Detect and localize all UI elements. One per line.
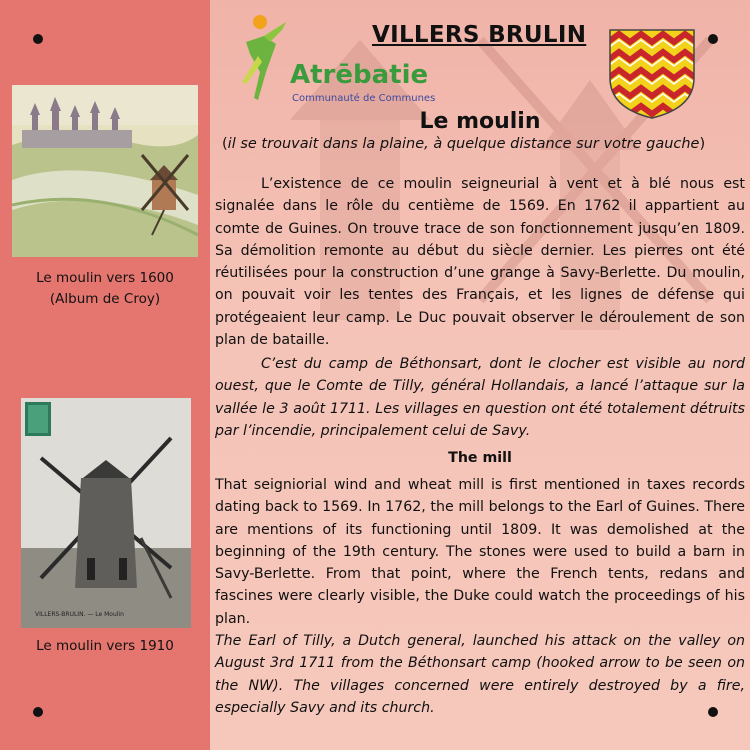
french-paragraph-2: C’est du camp de Béthonsart, dont le clocher est visible au nord ouest, que le Comte de Tilly, général Hollandais, a lancé l’attaque sur la vallée le 3 août 1711. Les villages en question ont été totalement détruits par l’incendie, principalement celui de Savy. [215, 356, 745, 439]
french-paragraph-1: L’existence de ce moulin seigneurial à vent et à blé nous est signalée dans le rôle du centième de 1569. En 1762 il appartient au comte de Guines. On trouve trace de son fonctionnement jusqu’en 1809. Sa démolition remonte au début du siècle dernier. Les pierres ont été réutilisées pour la construction d’une grange à Savy-Berlette. Du moulin, on pouvait voir les tentes des Français, et les lignes de défense qui protégeaient leur camp. Le Duc pouvait observer le déroulement de son plan de bataille. [215, 176, 745, 349]
logo-subtitle: Communauté de Communes [292, 93, 436, 104]
caption-1910: Le moulin vers 1910 [36, 638, 174, 654]
postcard-caption: VILLERS-BRULIN. — Le Moulin [35, 611, 124, 618]
logo-name: Atrēbatie [290, 60, 429, 90]
pin-dot-bottom-left [33, 707, 43, 717]
english-paragraph-1: That seigniorial wind and wheat mill is first mentioned in taxes records dating back to 1569. In 1762, the mill belongs to the Earl of Guines. There are mentions of its functioning until 1809. It was demolished at the beginning of the 19th century. The stones were used to build a barn in Savy-Berlette. From that point, where the French tents, redans and fascines were clearly visible, the Duke could watch the proceedings of his plan. [215, 477, 745, 627]
french-heading: Le moulin [419, 109, 541, 134]
pin-dot-top-right [708, 34, 718, 44]
subtitle-open-paren: ( [222, 136, 228, 152]
english-paragraph-2: The Earl of Tilly, a Dutch general, launched his attack on the valley on August 3rd 1711 from the Béthonsart camp (hooked arrow to be seen on the NW). The villages concerned were entirely destroyed by a fire, especially Savy and its church. [215, 633, 745, 716]
caption-1600 [0, 268, 210, 310]
subtitle-text: il se trouvait dans la plaine, à quelque distance sur votre gauche [227, 136, 700, 152]
mill-1910-postcard [21, 398, 191, 628]
french-subtitle [222, 136, 705, 152]
english-heading: The mill [448, 450, 512, 466]
coat-of-arms-icon [608, 28, 696, 120]
pin-dot-top-left [33, 34, 43, 44]
caption-1600-line1: Le moulin vers 1600 [36, 270, 174, 286]
mill-1600-painting [12, 85, 198, 257]
subtitle-close-paren: ) [699, 136, 706, 152]
caption-1600-line2: (Album de Croy) [49, 291, 161, 307]
page-title: VILLERS BRULIN [372, 22, 587, 48]
